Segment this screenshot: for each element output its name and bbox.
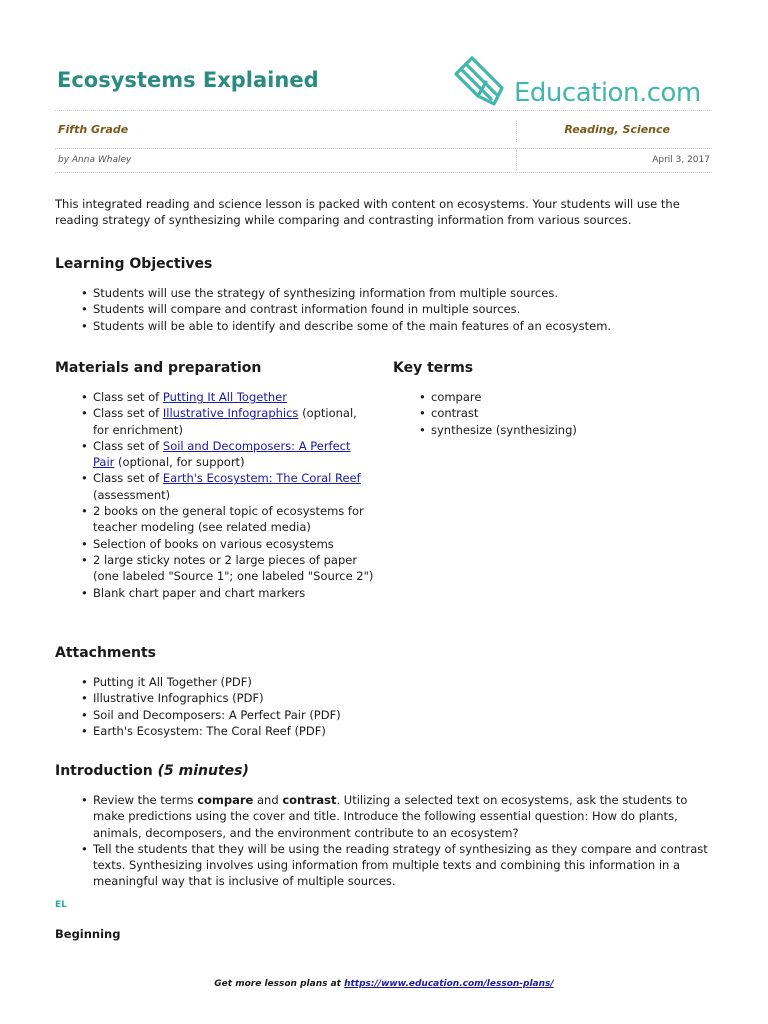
coral-reef-link[interactable]: Earth's Ecosystem: The Coral Reef bbox=[162, 471, 361, 486]
list-item: • Class set of Illustrative Infographics (optional, for enrichment) bbox=[55, 405, 375, 438]
divider bbox=[55, 148, 712, 149]
list-item[interactable]: • Illustrative Infographics (PDF) bbox=[55, 690, 555, 706]
subject-label: Reading, Science bbox=[564, 123, 670, 136]
divider bbox=[516, 150, 517, 170]
lesson-plans-link[interactable]: https://www.education.com/lesson-plans/ bbox=[344, 979, 554, 989]
divider bbox=[516, 120, 517, 142]
learning-objectives-heading: Learning Objectives bbox=[55, 256, 213, 272]
list-item[interactable]: • Earth's Ecosystem: The Coral Reef (PDF) bbox=[55, 723, 555, 739]
list-item: • Blank chart paper and chart markers bbox=[55, 585, 375, 601]
objectives-list bbox=[55, 285, 715, 334]
el-label: EL bbox=[55, 900, 67, 910]
author-label: by Anna Whaley bbox=[58, 155, 132, 165]
grade-label: Fifth Grade bbox=[58, 123, 129, 136]
education-com-logo[interactable] bbox=[452, 52, 714, 116]
footer: Get more lesson plans at https://www.education.com/lesson-plans/ bbox=[214, 979, 554, 989]
introduction-list bbox=[55, 792, 715, 890]
list-item: • contrast bbox=[393, 405, 693, 421]
list-item: • 2 large sticky notes or 2 large pieces of paper (one labeled "Source 1"; one labeled "Source 2") bbox=[55, 552, 375, 585]
attachments-heading: Attachments bbox=[55, 645, 157, 661]
key-terms-heading: Key terms bbox=[393, 360, 474, 376]
list-item: • Selection of books on various ecosystems bbox=[55, 536, 375, 552]
list-item: • Students will compare and contrast information found in multiple sources. bbox=[55, 301, 715, 317]
soil-and-decomposers-link[interactable]: Soil and Decomposers: A Perfect Pair bbox=[93, 438, 351, 470]
key-terms-list bbox=[393, 389, 693, 438]
introduction-heading: Introduction (5 minutes) bbox=[55, 763, 249, 779]
list-item[interactable]: • Soil and Decomposers: A Perfect Pair (PDF) bbox=[55, 707, 555, 723]
list-item: • Class set of Soil and Decomposers: A Perfect Pair (optional, for support) bbox=[55, 438, 375, 471]
illustrative-infographics-link[interactable]: Illustrative Infographics bbox=[162, 406, 299, 421]
beginning-label: Beginning bbox=[55, 927, 121, 941]
list-item: • Students will use the strategy of synthesizing information from multiple sources. bbox=[55, 285, 715, 301]
list-item: • synthesize (synthesizing) bbox=[393, 422, 693, 438]
introduction-duration: (5 minutes) bbox=[157, 763, 249, 779]
attachments-list bbox=[55, 674, 555, 739]
list-item: • Class set of Earth's Ecosystem: The Coral Reef (assessment) bbox=[55, 470, 375, 503]
logo-wordmark: Education.com bbox=[514, 78, 701, 108]
list-item: • Class set of Putting It All Together bbox=[55, 389, 375, 405]
list-item: • Review the terms compare and contrast. Utilizing a selected text on ecosystems, ask the students to make predictions using the cover and title. Introduce the following essential question: How do plants, animals, decomposers, and the environment contribute to an ecosystem? bbox=[55, 792, 715, 841]
list-item: • Tell the students that they will be using the reading strategy of synthesizing as they compare and contrast texts. Synthesizing involves using information from multiple texts and combining this information in a meaningful way that is inclusive of multiple sources. bbox=[55, 841, 715, 890]
list-item: • 2 books on the general topic of ecosystems for teacher modeling (see related media) bbox=[55, 503, 375, 536]
page-title: Ecosystems Explained bbox=[57, 68, 319, 92]
materials-heading: Materials and preparation bbox=[55, 360, 262, 376]
list-item[interactable]: • Putting it All Together (PDF) bbox=[55, 674, 555, 690]
divider bbox=[55, 110, 712, 111]
materials-list bbox=[55, 389, 375, 601]
list-item: • compare bbox=[393, 389, 693, 405]
pencil-logo-icon bbox=[452, 52, 516, 116]
date-label: April 3, 2017 bbox=[652, 155, 710, 165]
putting-it-all-together-link[interactable]: Putting It All Together bbox=[162, 390, 287, 404]
intro-paragraph: This integrated reading and science lesson is packed with content on ecosystems. Your students will use the reading strategy of synthesizing while comparing and contrasting information from various sources. bbox=[55, 197, 680, 227]
list-item: • Students will be able to identify and describe some of the main features of an ecosystem. bbox=[55, 318, 715, 334]
divider bbox=[55, 172, 712, 173]
